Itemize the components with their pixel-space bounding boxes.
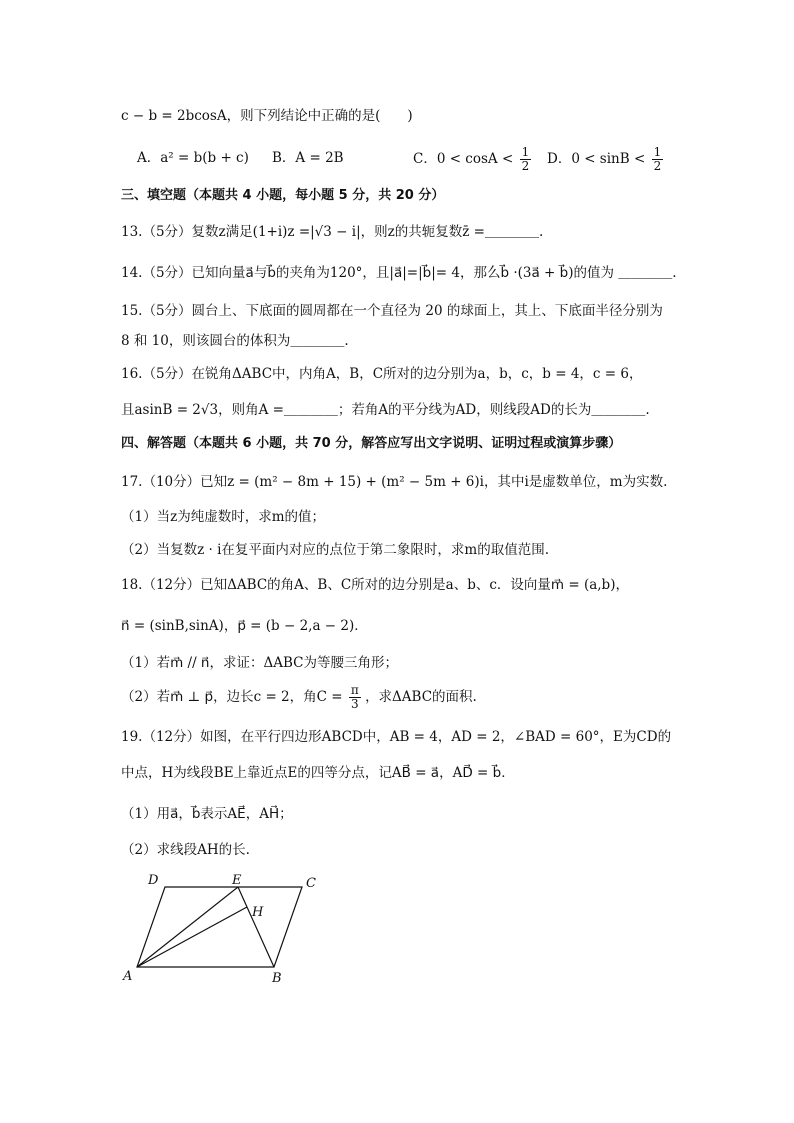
q17-part2: （2）当复数z · i在复平面内对应的点位于第二象限时，求m的取值范围. <box>121 542 549 558</box>
q14: 14.（5分）已知向量a⃗与b⃗的夹角为120°，且|a⃗|=|b⃗|= 4，那么b⃗ ·(3a⃗ + b⃗)的值为 ＿＿＿＿. <box>121 265 677 281</box>
segment-ae <box>137 887 238 967</box>
q18-part1: （1）若m⃗ // n⃗，求证：ΔABC为等腰三角形； <box>121 655 398 671</box>
q19-line1: 19.（12分）如图，在平行四边形ABCD中，AB = 4，AD = 2，∠BAD = 60°，E为CD的 <box>121 729 672 745</box>
segment-be <box>238 887 274 967</box>
parallelogram-figure <box>120 868 330 988</box>
parallelogram-abcd <box>137 887 302 967</box>
q18-part2-fraction <box>349 684 361 711</box>
label-h: H <box>252 905 264 920</box>
q17-part1: （1）当z为纯虚数时，求m的值； <box>121 509 326 525</box>
frac-numerator: 1 <box>653 145 662 159</box>
q12-option-c <box>413 146 531 173</box>
q16-line1: 16.（5分）在锐角ΔABC中，内角A，B，C所对的边分别为a，b，c，b = 4，c = 6， <box>121 366 643 382</box>
frac-denominator: 2 <box>653 159 662 173</box>
q12-option-d <box>547 146 663 173</box>
q12-option-c-fraction <box>520 146 532 173</box>
label-a: A <box>123 969 133 984</box>
q19-line2: 中点，H为线段BE上靠近点E的四等分点，记AB⃗ = a⃗，AD⃗ = b⃗． <box>121 765 515 781</box>
q18-line1: 18.（12分）已知ΔABC的角A、B、C所对的边分别是a、b、c．设向量m⃗ = (a,b)， <box>121 577 629 593</box>
q12-option-d-text: D．0 < sinB < <box>547 151 646 167</box>
section4-heading: 四、解答题（本题共 6 小题，共 70 分，解答应写出文字说明、证明过程或演算步骤） <box>121 436 622 451</box>
segment-ah <box>137 907 247 967</box>
label-b: B <box>272 971 282 986</box>
q12-option-b: B．A = 2B <box>272 150 344 166</box>
section3-heading: 三、填空题（本题共 4 小题，每小题 5 分，共 20 分） <box>121 188 445 203</box>
q19-part1: （1）用a⃗，b⃗表示AE⃗，AH⃗； <box>121 806 293 822</box>
q18-part2-suffix: ，求ΔABC的面积. <box>365 689 477 705</box>
q18-part2 <box>121 684 477 711</box>
label-d: D <box>148 873 159 888</box>
q17: 17.（10分）已知z = (m² − 8m + 15) + (m² − 5m + 6)i，其中i是虚数单位，m为实数. <box>121 474 668 490</box>
frac-numerator: π <box>350 683 359 697</box>
q13: 13.（5分）复数z满足(1+i)z =|√3 − i|，则z的共轭复数z̄ =＿＿＿＿. <box>121 224 544 240</box>
q12-tail: c − b = 2bcosA，则下列结论中正确的是( ) <box>121 108 413 124</box>
frac-denominator: 3 <box>351 697 359 711</box>
q15-line2: 8 和 10，则该圆台的体积为＿＿＿＿. <box>121 333 349 349</box>
q12-option-d-fraction <box>652 146 664 173</box>
q18-part2-prefix: （2）若m⃗ ⊥ p⃗，边长c = 2，角C = <box>121 689 343 705</box>
label-e: E <box>232 873 242 888</box>
frac-numerator: 1 <box>521 145 530 159</box>
label-c: C <box>306 876 316 891</box>
q18-line2: n⃗ = (sinB,sinA)，p⃗ = (b − 2,a − 2)． <box>121 618 368 634</box>
frac-denominator: 2 <box>521 159 530 173</box>
q12-option-c-text: C．0 < cosA < <box>413 151 514 167</box>
q12-option-a: A．a² = b(b + c) <box>137 150 249 166</box>
q15-line1: 15.（5分）圆台上、下底面的圆周都在一个直径为 20 的球面上，其上、下底面半径分别为 <box>121 303 663 319</box>
q19-part2: （2）求线段AH的长. <box>121 842 250 858</box>
q16-line2: 且asinB = 2√3，则角A =＿＿＿＿；若角A的平分线为AD，则线段AD的长为＿＿＿＿. <box>121 402 650 418</box>
